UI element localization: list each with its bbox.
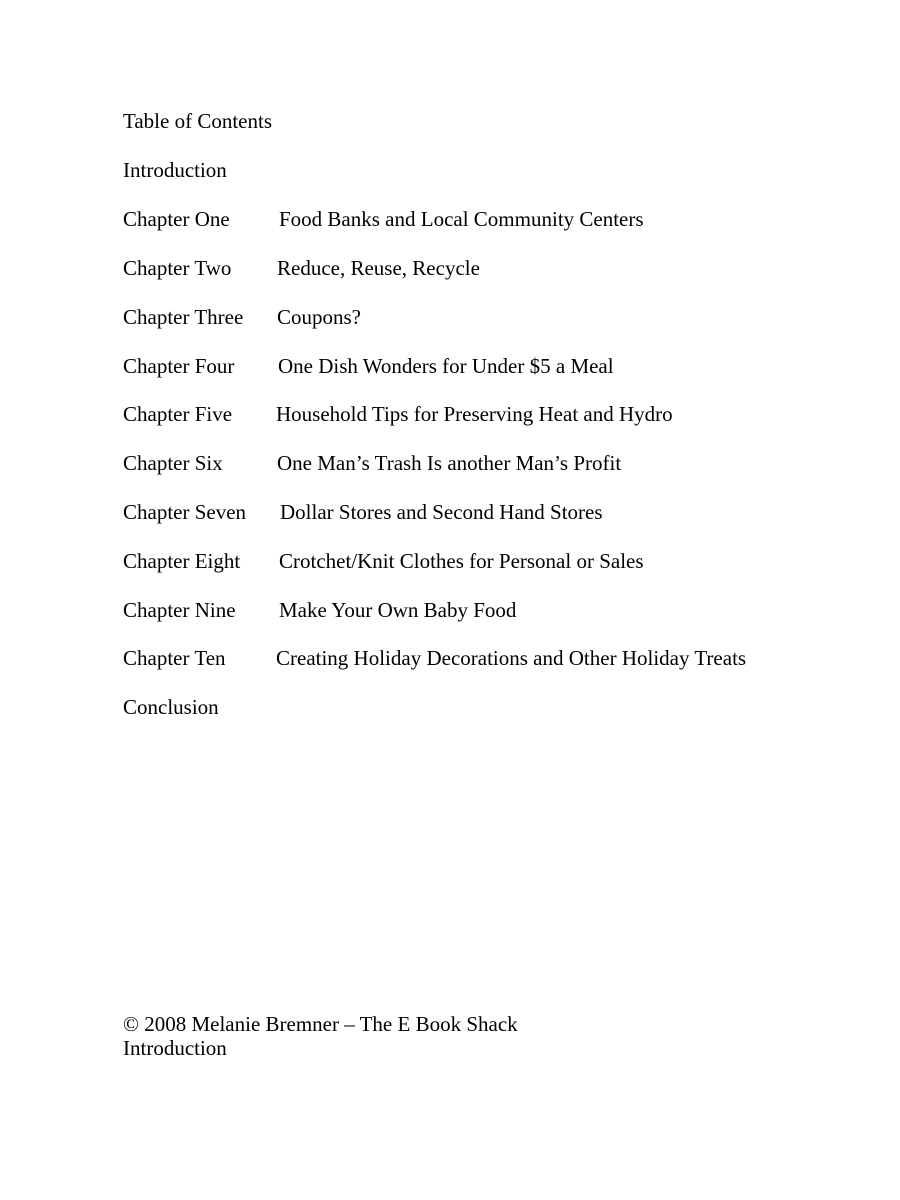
chapter-title: One Man’s Trash Is another Man’s Profit xyxy=(277,451,622,475)
chapter-label: Chapter Eight xyxy=(123,549,241,573)
chapter-label: Chapter Six xyxy=(123,451,223,475)
chapter-title: Make Your Own Baby Food xyxy=(279,598,517,622)
chapter-title: Creating Holiday Decorations and Other Holiday Treats xyxy=(276,646,747,670)
toc-introduction: Introduction xyxy=(123,158,227,182)
chapter-label: Chapter Four xyxy=(123,354,235,378)
chapter-label: Chapter Two xyxy=(123,256,232,280)
chapter-title: One Dish Wonders for Under $5 a Meal xyxy=(278,354,614,378)
chapter-label: Chapter Five xyxy=(123,402,233,426)
next-section-heading: Introduction xyxy=(123,1036,227,1060)
chapter-title: Coupons? xyxy=(277,305,361,329)
chapter-title: Food Banks and Local Community Centers xyxy=(279,207,644,231)
toc-conclusion: Conclusion xyxy=(123,695,219,719)
toc-heading: Table of Contents xyxy=(123,109,272,133)
chapter-title: Dollar Stores and Second Hand Stores xyxy=(280,500,603,524)
chapter-title: Crotchet/Knit Clothes for Personal or Sales xyxy=(279,549,644,573)
chapter-label: Chapter Three xyxy=(123,305,244,329)
chapter-label: Chapter One xyxy=(123,207,230,231)
copyright-notice: © 2008 Melanie Bremner – The E Book Shack xyxy=(123,1012,518,1036)
chapter-label: Chapter Nine xyxy=(123,598,236,622)
chapter-title: Household Tips for Preserving Heat and Hydro xyxy=(276,402,673,426)
chapter-label: Chapter Ten xyxy=(123,646,226,670)
chapter-title: Reduce, Reuse, Recycle xyxy=(277,256,480,280)
chapter-label: Chapter Seven xyxy=(123,500,247,524)
